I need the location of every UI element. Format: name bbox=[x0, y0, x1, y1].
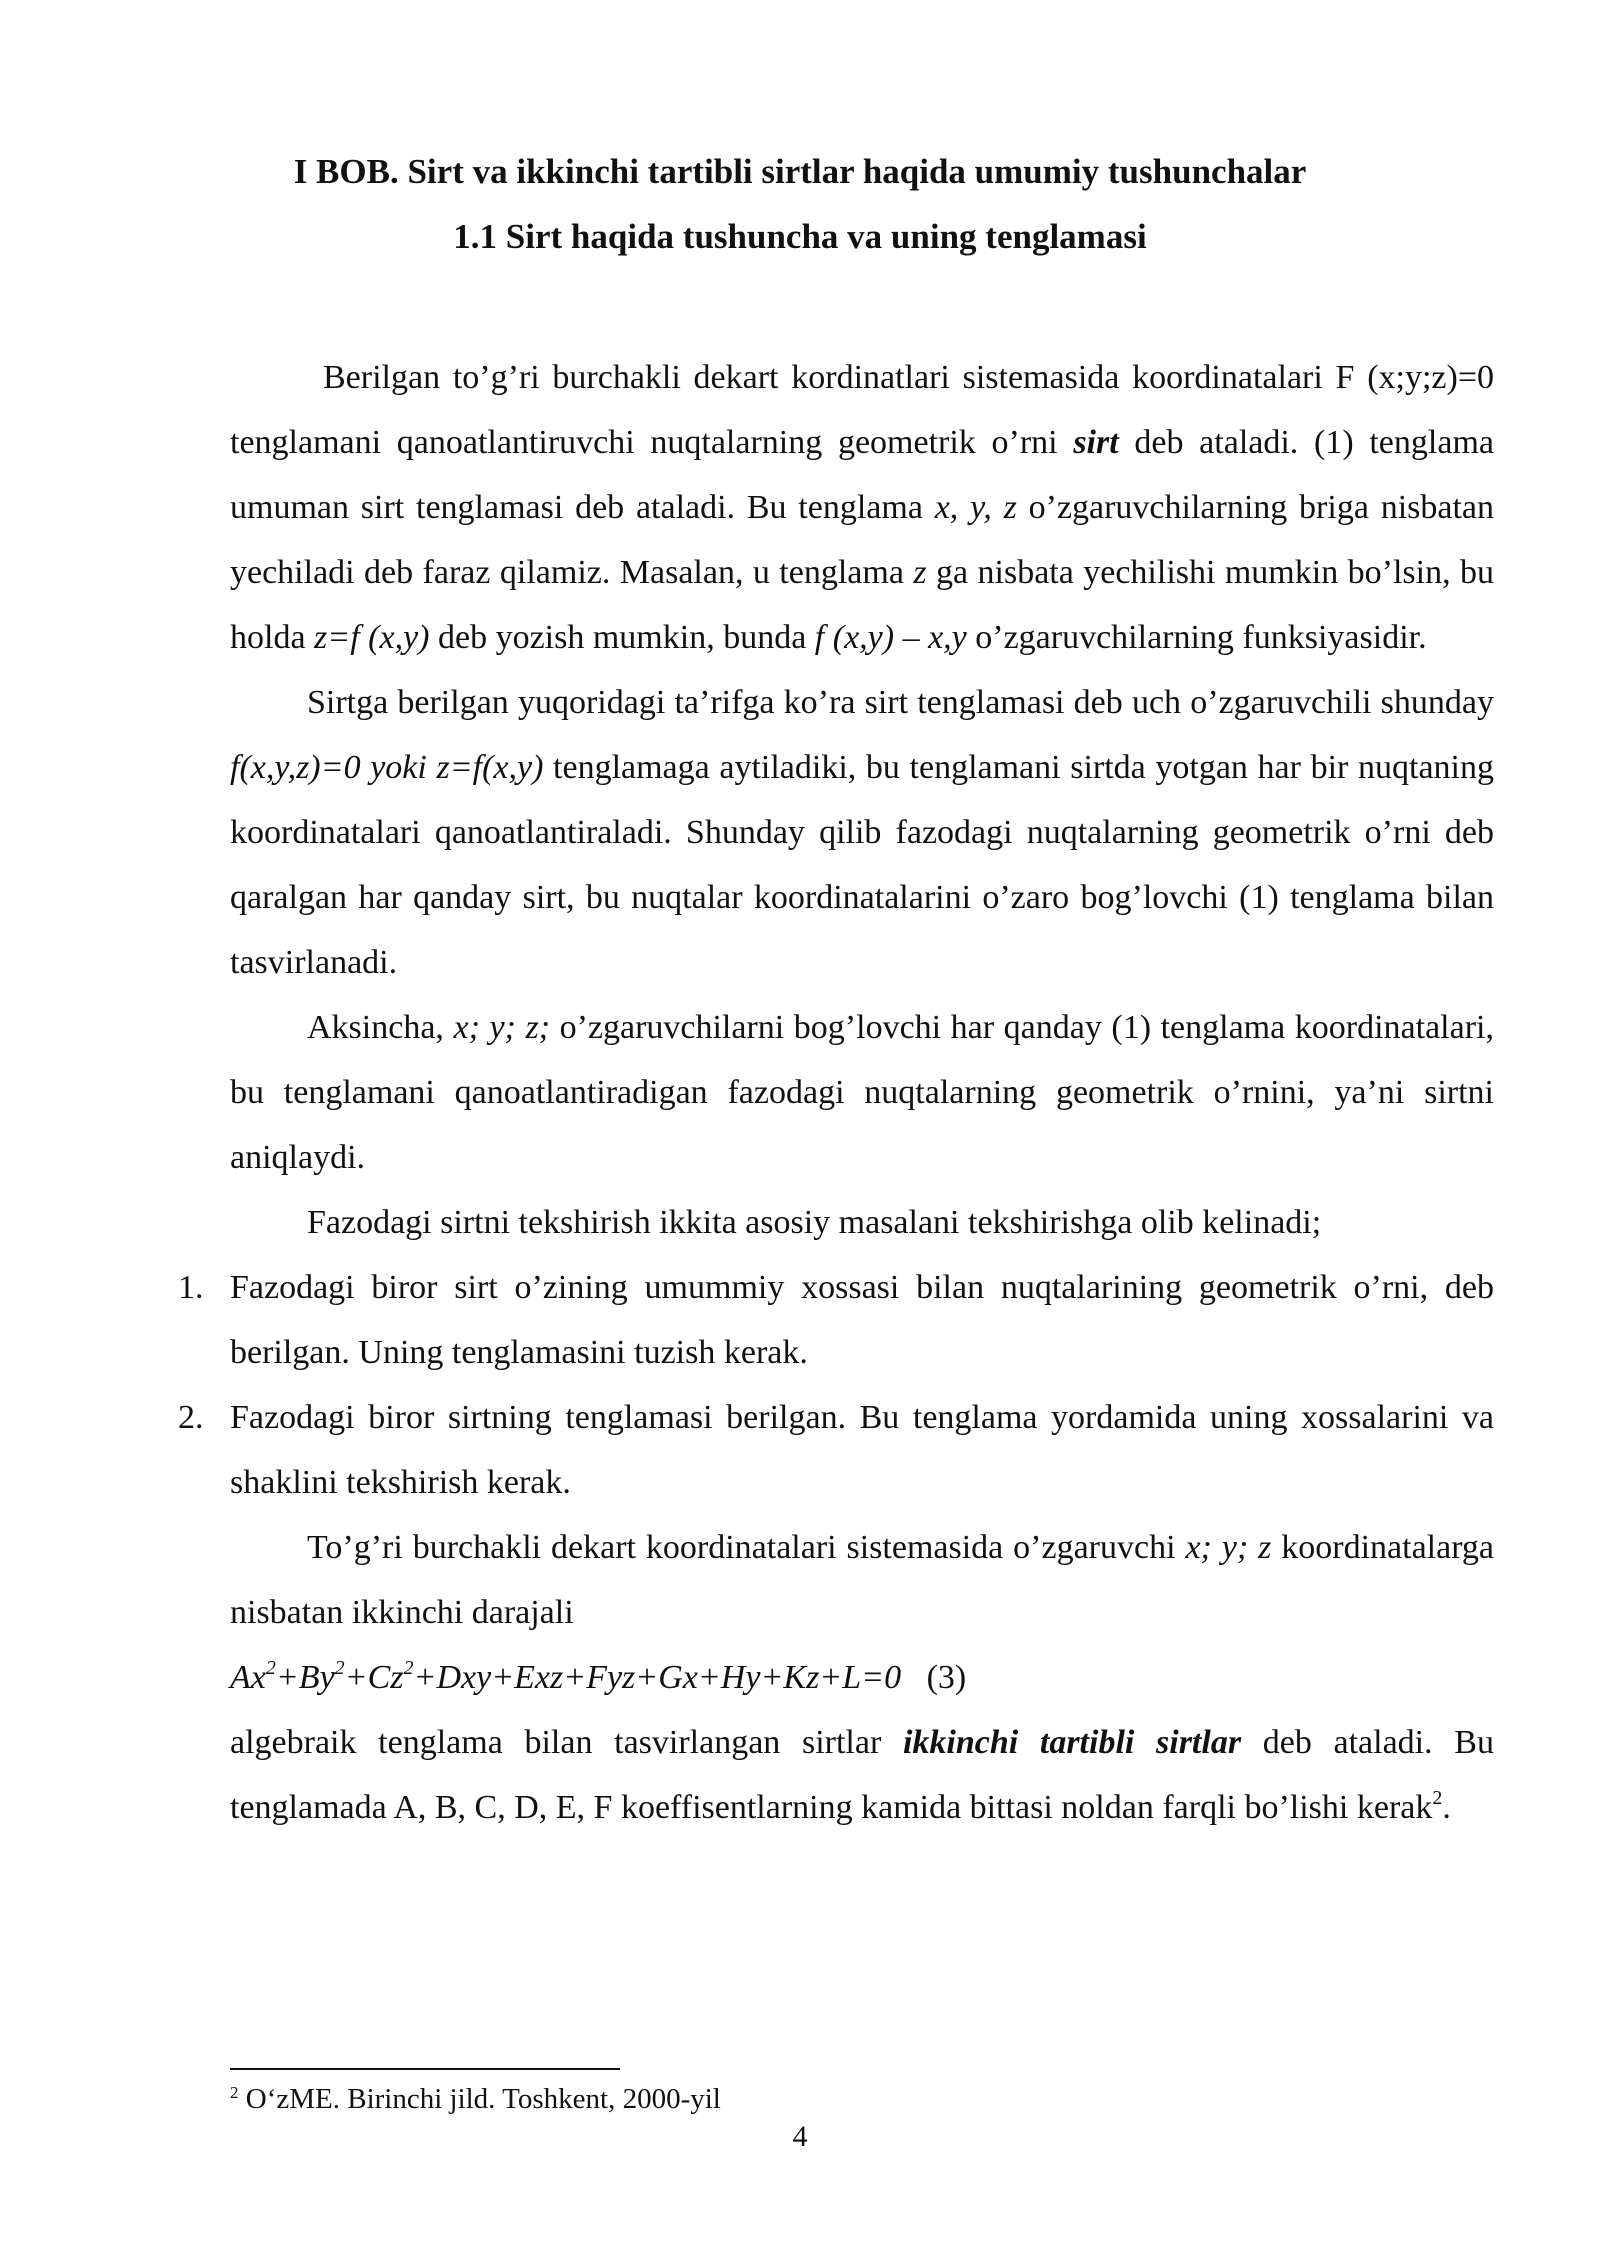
exponent: 2 bbox=[403, 1657, 414, 1679]
list-item bbox=[178, 1255, 1494, 1385]
exponent: 2 bbox=[334, 1657, 345, 1679]
problem-list bbox=[178, 1255, 1494, 1515]
text-run: To’g’ri burchakli dekart koordinatalari sistemasida o’zgaruvchi bbox=[307, 1529, 1186, 1566]
list-number: 1. bbox=[178, 1269, 204, 1306]
math-variables: x; y; z; bbox=[453, 1009, 550, 1046]
equation-term: +Dxy+Exz+Fyz+Gx+Hy+Kz+L=0 bbox=[413, 1659, 902, 1696]
text-run: koordinatalarga nisbatan ikkinchi darajali bbox=[230, 1529, 1494, 1631]
math-expression: f (x,y) – x,y bbox=[814, 619, 967, 656]
text-run: tenglamaga aytiladiki, bu tenglamani sirtda yotgan har bir nuqtaning koordinatalari qanoatlantiraladi. Shunday qilib fazodagi nuqtalarning geometrik o’rni deb qaralgan har qanday sirt, bu nuqtalar koordinatalarini o’zaro bog’lovchi (1) tenglama bilan tasvirlanadi. bbox=[230, 749, 1494, 981]
footnote-separator bbox=[230, 2068, 620, 2070]
equation-number: (3) bbox=[926, 1659, 967, 1696]
paragraph-algebraic bbox=[230, 1710, 1494, 1840]
text-run: Aksincha, bbox=[307, 1009, 454, 1046]
list-item-text: Fazodagi biror sirt o’zining umummiy xossasi bilan nuqtalarining geometrik o’rni, deb berilgan. Uning tenglamasini tuzish kerak. bbox=[230, 1269, 1494, 1371]
math-variables: x; y; z bbox=[1185, 1529, 1272, 1566]
text-run: . bbox=[1442, 1789, 1451, 1826]
text-run: Sirtga berilgan yuqoridagi ta’rifga ko’ra sirt tenglamasi deb uch o’zgaruvchili shunday bbox=[307, 684, 1494, 721]
equation bbox=[230, 1659, 901, 1696]
list-item-text: Fazodagi biror sirtning tenglamasi berilgan. Bu tenglama yordamida uning xossalarini va shaklini tekshirish kerak. bbox=[230, 1399, 1494, 1501]
section-title: 1.1 Sirt haqida tushuncha va uning tenglamasi bbox=[453, 217, 1147, 256]
equation-line bbox=[230, 1645, 1494, 1710]
footnote-reference: 2 bbox=[1432, 1787, 1443, 1809]
math-expression: f(x,y,z)=0 yoki z=f(x,y) bbox=[230, 749, 544, 786]
text-run: deb ataladi. (1) tenglama umuman sirt tenglamasi deb ataladi. Bu tenglama bbox=[230, 424, 1494, 526]
math-variables: x, y, z bbox=[934, 489, 1017, 526]
chapter-title: I BOB. Sirt va ikkinchi tartibli sirtlar haqida umumiy tushunchalar bbox=[293, 152, 1307, 191]
math-variable: z bbox=[913, 554, 927, 591]
text-run: algebraik tenglama bilan tasvirlangan sirtlar bbox=[230, 1724, 903, 1761]
equation-term: Ax bbox=[230, 1659, 266, 1696]
term-sirt: sirt bbox=[1073, 424, 1119, 461]
page-number: 4 bbox=[792, 2120, 808, 2153]
equation-term: +Cz bbox=[344, 1659, 404, 1696]
paragraph-surface-equation bbox=[230, 670, 1494, 995]
footnote-mark: 2 bbox=[230, 2083, 239, 2102]
text-run: o’zgaruvchilarning funksiyasidir. bbox=[966, 619, 1427, 656]
list-number: 2. bbox=[178, 1399, 204, 1436]
math-expression: z=f (x,y) bbox=[314, 619, 430, 656]
text-run: Berilgan to’g’ri burchakli dekart kordinatlari sistemasida koordinatalari F (x;y;z)=0 tenglamani qanoatlantiruvchi nuqtalarning geometrik o’rni bbox=[230, 359, 1494, 461]
paragraph-second-order bbox=[230, 1515, 1494, 1645]
paragraph-converse bbox=[230, 995, 1494, 1190]
equation-term: +By bbox=[275, 1659, 335, 1696]
footnote-text: O‘zME. Birinchi jild. Toshkent, 2000-yil bbox=[238, 2083, 721, 2115]
body-text bbox=[178, 345, 1494, 1840]
text-run: o’zgaruvchilarning briga nisbatan yechiladi deb faraz qilamiz. Masalan, u tenglama bbox=[230, 489, 1494, 591]
paragraph-two-problems: Fazodagi sirtni tekshirish ikkita asosiy masalani tekshirishga olib kelinadi; bbox=[307, 1204, 1322, 1241]
text-run: deb yozish mumkin, bunda bbox=[429, 619, 815, 656]
exponent: 2 bbox=[265, 1657, 276, 1679]
text-run: ga nisbata yechilishi mumkin bo’lsin, bu holda bbox=[230, 554, 1494, 656]
paragraph-definition bbox=[230, 345, 1494, 670]
text-run: deb ataladi. Bu tenglamada A, B, C, D, E, F koeffisentlarning kamida bittasi noldan farqli bo’lishi kerak bbox=[230, 1724, 1494, 1826]
list-item bbox=[178, 1385, 1494, 1515]
text-run: o’zgaruvchilarni bog’lovchi har qanday (1) tenglama koordinatalari, bu tenglamani qanoatlantiradigan fazodagi nuqtalarning geometrik o’rnini, ya’ni sirtni aniqlaydi. bbox=[230, 1009, 1494, 1176]
term-second-order-surfaces: ikkinchi tartibli sirtlar bbox=[902, 1724, 1242, 1761]
footnote bbox=[230, 2083, 721, 2116]
